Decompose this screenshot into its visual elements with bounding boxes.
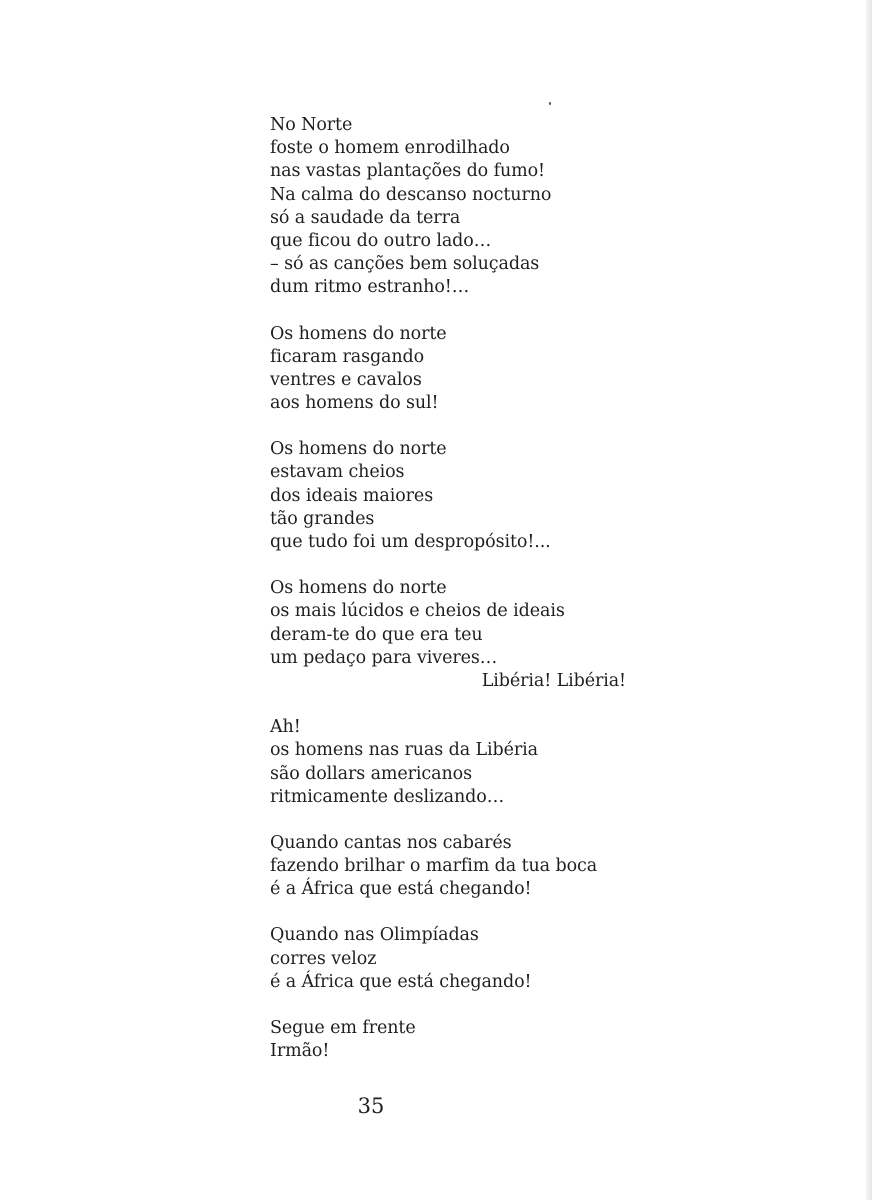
- poem-line: corres veloz: [270, 948, 377, 969]
- poem-line: um pedaço para viveres…: [270, 647, 498, 668]
- stanza-8: [270, 1017, 650, 1063]
- poem-line: ventres e cavalos: [270, 369, 422, 390]
- poem-line: é a África que está chegando!: [270, 879, 532, 900]
- poem-line: No Norte: [270, 115, 353, 135]
- poem-line: – só as canções bem soluçadas: [270, 254, 540, 275]
- poem-line: ficaram rasgando: [270, 346, 425, 367]
- poem-line: Quando nas Olimpíadas: [270, 925, 479, 946]
- poem-line: são dollars americanos: [270, 763, 472, 784]
- poem-line: tão grandes: [270, 508, 375, 529]
- poem-line: Ah!: [270, 717, 301, 738]
- stanza-6: [270, 832, 650, 902]
- poem-line: Na calma do descanso nocturno: [270, 184, 552, 205]
- poem-body: [270, 114, 650, 1086]
- poem-line: dos ideais maiores: [270, 485, 434, 506]
- poem-line: foste o homem enrodilhado: [270, 138, 510, 159]
- poem-line: os homens nas ruas da Libéria: [270, 740, 538, 761]
- poem-line: ritmicamente deslizando…: [270, 786, 505, 807]
- poem-line: só a saudade da terra: [270, 207, 461, 228]
- poem-line: Os homens do norte: [270, 439, 447, 460]
- poem-line: Segue em frente: [270, 1018, 416, 1038]
- poem-line: Quando cantas nos cabarés: [270, 832, 512, 853]
- poem-line: Irmão!: [270, 1041, 330, 1062]
- poem-line: que ficou do outro lado…: [270, 230, 492, 251]
- stanza-7: [270, 924, 650, 994]
- stanza-5: [270, 716, 650, 809]
- poem-line: nas vastas plantações do fumo!: [270, 161, 545, 182]
- poem-line: Os homens do norte: [270, 578, 447, 599]
- poem-line: fazendo brilhar o marfim da tua boca: [270, 856, 598, 877]
- page-edge: [866, 0, 872, 1200]
- poem-line: deram-te do que era teu: [270, 624, 483, 645]
- poem-line: que tudo foi um despropósito!...: [270, 532, 551, 552]
- page-number: 35: [357, 1094, 385, 1118]
- poem-line: Os homens do norte: [270, 323, 447, 344]
- stanza-3: [270, 438, 650, 554]
- stanza-1: [270, 114, 650, 300]
- poem-line: é a África que está chegando!: [270, 971, 532, 992]
- poem-line: aos homens do sul!: [270, 393, 439, 414]
- print-speck: [549, 102, 551, 105]
- stanza-4: [270, 577, 650, 693]
- poem-line: dum ritmo estranho!…: [270, 277, 470, 298]
- poem-line: os mais lúcidos e cheios de ideais: [270, 601, 565, 622]
- stanza-2: [270, 323, 650, 416]
- poem-exclamation-right: Libéria! Libéria!: [481, 670, 626, 691]
- poem-line: estavam cheios: [270, 462, 405, 483]
